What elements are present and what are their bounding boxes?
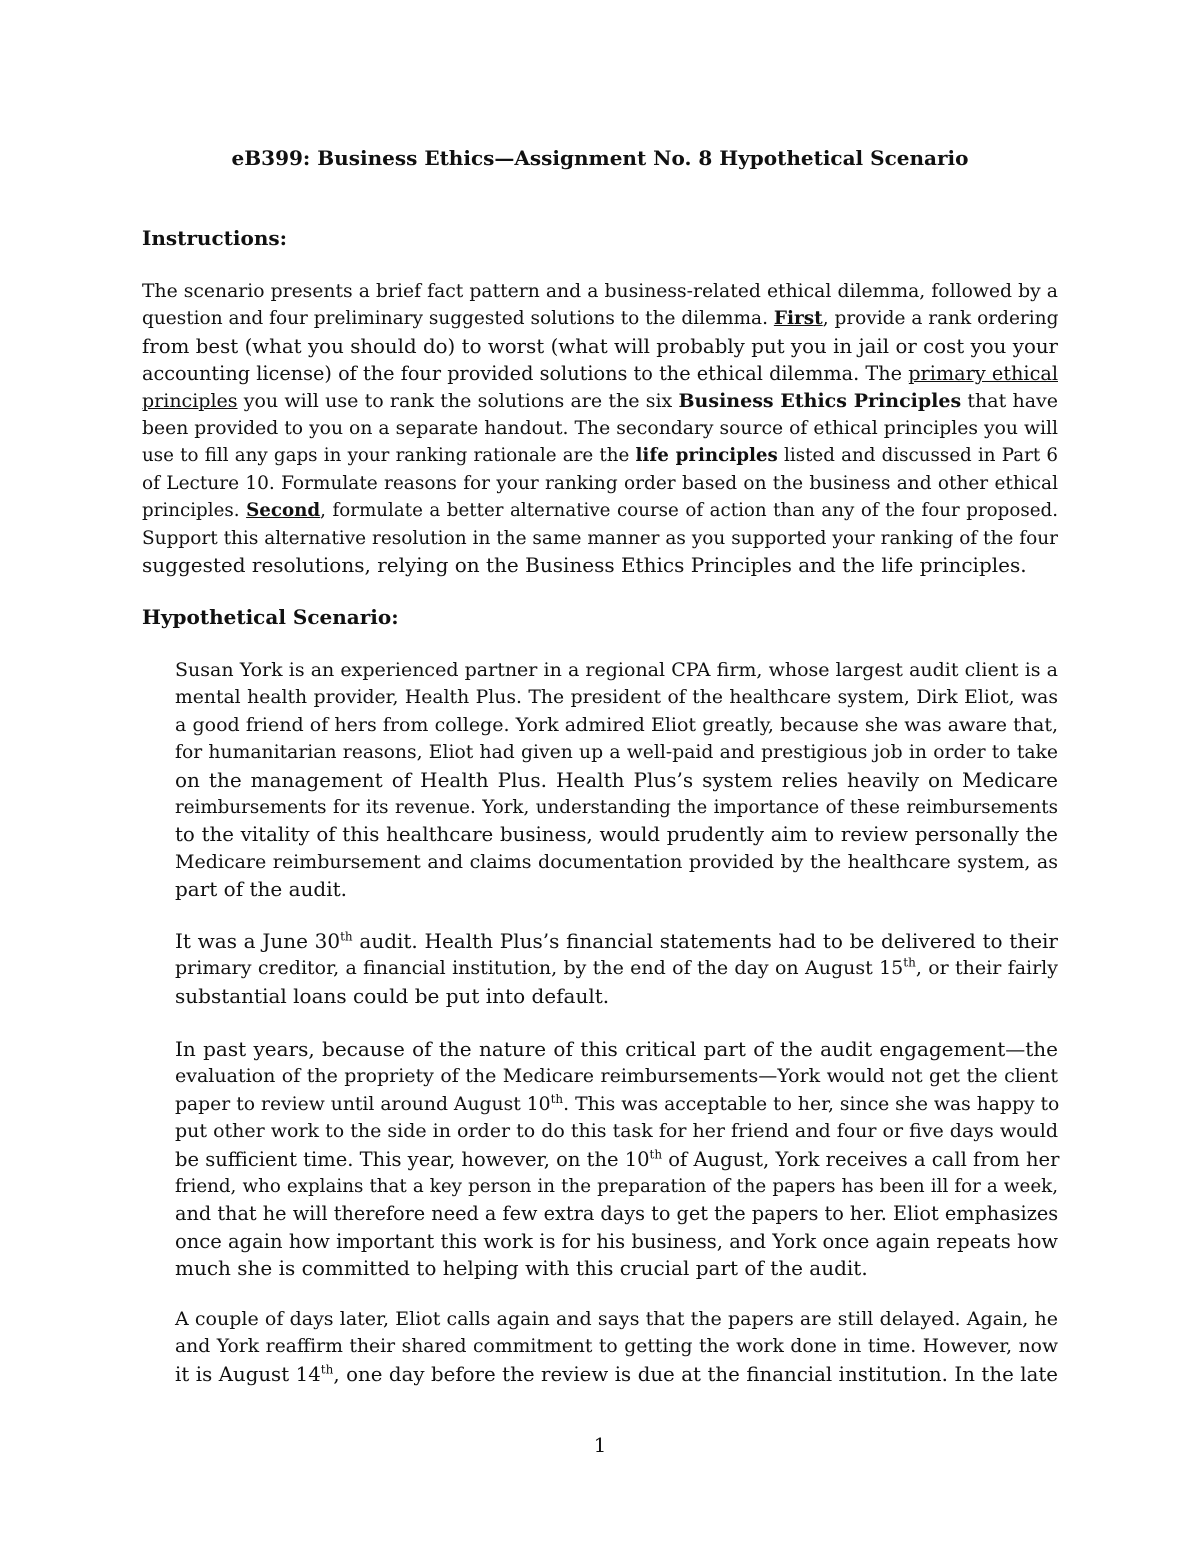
text-line: on the management of Health Plus. Health Plus’s system relies heavily on Medicare [175, 767, 1058, 792]
text-line: to the vitality of this healthcare business, would prudently aim to review personally the [175, 823, 1058, 847]
text-line: from best (what you should do) to worst (what will probably put you in jail or cost you your [142, 334, 1058, 358]
life-principles-bold: life principles [635, 445, 778, 467]
text-line: It was a June 30th audit. Health Plus’s financial statements had to be delivered to their [175, 929, 1058, 953]
scenario-heading: Hypothetical Scenario: [142, 605, 399, 629]
text-line: The scenario presents a brief fact pattern and a business-related ethical dilemma, followed by a [142, 281, 1058, 302]
text-line: be sufficient time. This year, however, on the 10th of August, York receives a call from her [175, 1147, 1060, 1171]
principles-underline: principles [142, 389, 238, 412]
text-line: suggested resolutions, relying on the Business Ethics Principles and the life principles. [142, 553, 1027, 578]
text-line: and York reaffirm their shared commitment to getting the work done in time. However, now [175, 1336, 1058, 1358]
document-title: eB399: Business Ethics—Assignment No. 8 Hypothetical Scenario [231, 146, 969, 170]
text-line: Susan York is an experienced partner in a regional CPA firm, whose largest audit client is a [175, 659, 1058, 681]
text-line: Medicare reimbursement and claims documentation provided by the healthcare system, as [175, 850, 1058, 873]
second-emphasis: Second [246, 500, 321, 522]
text-line: use to fill any gaps in your ranking rationale are the life principles listed and discussed in Part 6 [142, 445, 1059, 467]
text-line: A couple of days later, Eliot calls again and says that the papers are still delayed. Again, he [175, 1308, 1058, 1330]
first-emphasis: First [773, 308, 823, 330]
text-line: paper to review until around August 10th. This was acceptable to her, since she was happy to [175, 1091, 1060, 1115]
business-ethics-principles-bold: Business Ethics Principles [678, 389, 962, 412]
scenario-paragraph-3 [175, 1036, 1058, 1283]
text-line: In past years, because of the nature of this critical part of the audit engagement—the [175, 1037, 1058, 1061]
text-line: part of the audit. [175, 877, 347, 902]
text-line: principles. Second, formulate a better alternative course of action than any of the four proposed. [142, 500, 1058, 522]
text-line: for humanitarian reasons, Eliot had given up a well-paid and prestigious job in order to take [175, 742, 1058, 764]
scenario-paragraph-4 [175, 1306, 1058, 1388]
text-line: been provided to you on a separate handout. The secondary source of ethical principles you will [142, 418, 1058, 440]
text-line: evaluation of the propriety of the Medicare reimbursements—York would not get the client [175, 1065, 1058, 1088]
text-line: mental health provider, Health Plus. The president of the healthcare system, Dirk Eliot, was [175, 687, 1058, 709]
text-line: Support this alternative resolution in the same manner as you supported your ranking of the four [142, 527, 1058, 549]
page-number: 1 [593, 1433, 607, 1457]
text-line: primary creditor, a financial institution, by the end of the day on August 15th, or their fairly [175, 956, 1058, 980]
text-line: friend, who explains that a key person in the preparation of the papers has been ill for a week, [175, 1176, 1058, 1198]
instructions-heading: Instructions: [142, 226, 288, 250]
instructions-paragraph [142, 278, 1058, 579]
text-line: question and four preliminary suggested solutions to the dilemma. First, provide a rank ordering [142, 308, 1059, 330]
text-line: put other work to the side in order to do this task for her friend and four or five days would [175, 1120, 1058, 1143]
text-line: of Lecture 10. Formulate reasons for your ranking order based on the business and other ethical [142, 472, 1058, 494]
primary-ethical-underline: primary ethical [908, 362, 1058, 386]
text-line: much she is committed to helping with this crucial part of the audit. [175, 1256, 868, 1281]
scenario-paragraph-2 [175, 928, 1058, 1010]
text-line: substantial loans could be put into default. [175, 983, 610, 1008]
text-line: once again how important this work is for his business, and York once again repeats how [175, 1229, 1058, 1253]
text-line: a good friend of hers from college. York admired Eliot greatly, because she was aware that, [175, 713, 1058, 736]
text-line: it is August 14th, one day before the review is due at the financial institution. In the late [175, 1362, 1058, 1386]
text-line: reimbursements for its revenue. York, understanding the importance of these reimbursements [175, 797, 1058, 819]
text-line: accounting license) of the four provided solutions to the ethical dilemma. The primary ethical [142, 362, 1058, 386]
text-line: and that he will therefore need a few extra days to get the papers to her. Eliot emphasizes [175, 1202, 1059, 1226]
text-line: principles you will use to rank the solutions are the six Business Ethics Principles that have [142, 389, 1058, 412]
scenario-paragraph-1 [175, 657, 1058, 904]
